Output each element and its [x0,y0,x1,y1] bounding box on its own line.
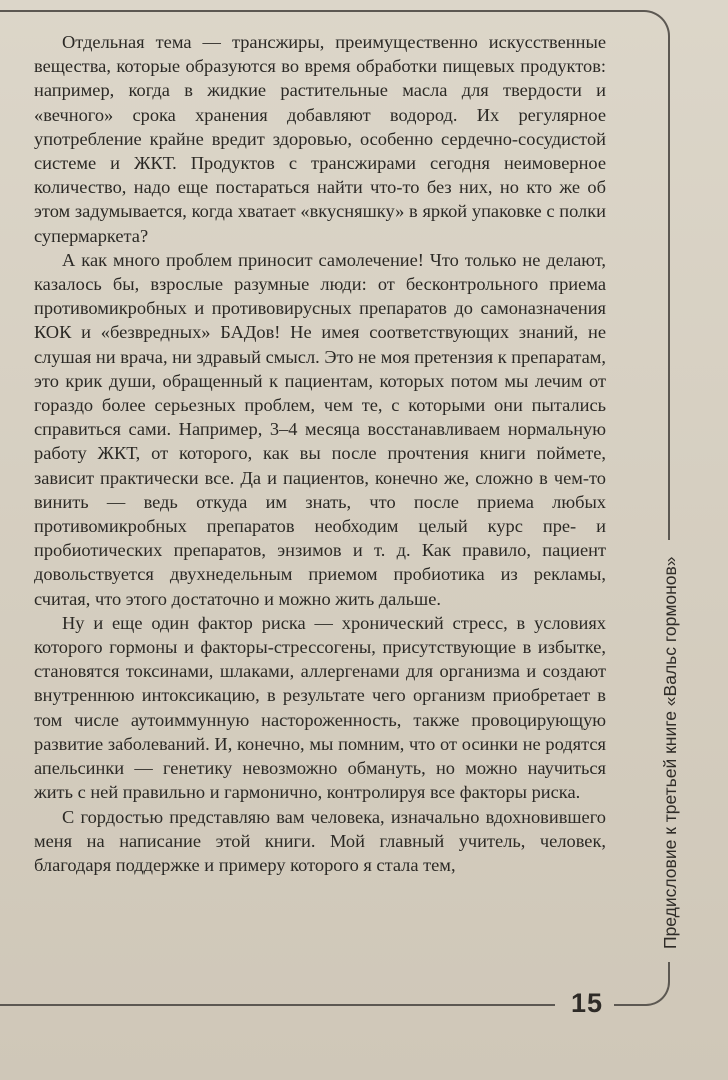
frame-line-bottom [0,1004,555,1006]
frame-line-bottom-tail [614,1004,636,1006]
frame-corner-bottom [632,968,670,1006]
frame-line-right [668,40,670,540]
frame-line-top [0,10,640,12]
frame-corner-top [636,10,670,44]
paragraph-self-treatment: А как много проблем приносит самолечение! Что только не делают, казалось бы, взрослые разумные люди: от бесконтрольного приема противомикробных и противовирусных препаратов до самоназначения КОК и «безвредных» БАДов! Не имея соответствующих знаний, не слушая ни врача, ни здравый смысл. Это не моя претензия к препаратам, это крик души, обращенный к пациентам, которых потом мы лечим от гораздо более серьезных проблем, чем те, с которыми они пытались справиться сами. Например, 3–4 месяца восстанавливаем нормальную работу ЖКТ, от которого, как вы после прочтения книги поймете, зависит практически все. Да и пациентов, конечно же, сложно в чем-то винить — ведь откуда им знать, что после приема любых противомикробных препаратов необходим целый курс пре- и пробиотических препаратов, энзимов и т. д. Как правило, пациент довольствуется двухнедельным приемом пробиотика из рекламы, считая, что этого достаточно и можно жить дальше. [34,249,606,609]
page-number: 15 [570,988,604,1018]
running-title: Предисловие к третьей книге «Вальс гормонов» [660,556,680,949]
paragraph-chronic-stress: Ну и еще один фактор риска — хронический стресс, в условиях которого гормоны и факторы-стрессогены, присутствующие в избытке, становятся токсинами, шлаками, аллергенами для организма и создают внутреннюю интоксикацию, в результате чего организм приобретает в том числе аутоиммунную настороженность, также провоцирующую развитие заболеваний. И, конечно, мы помним, что от осинки не родятся апельсинки — генетику невозможно обмануть, но можно научиться жить с ней правильно и гармонично, контролируя все факторы риска. [34,612,606,803]
body-text [34,30,606,877]
paragraph-trans-fats: Отдельная тема — трансжиры, преимущественно искусственные вещества, которые образуются во время обработки пищевых продуктов: например, когда в жидкие растительные масла для твердости и «вечного» срока хранения добавляют водород. Их регулярное употребление крайне вредит здоровью, особенно сердечно-сосудистой системе и ЖКТ. Продуктов с трансжирами сегодня неимоверное количество, надо еще постараться найти что-то без них, но кто же об этом задумывается, когда хватает «вкусняшку» в яркой упаковке с полки супермаркета? [34,32,606,246]
paragraph-teacher: С гордостью представляю вам человека, изначально вдохновившего меня на написание этой книги. Мой главный учитель, человек, благодаря поддержке и примеру которого я стала тем, [34,806,606,875]
